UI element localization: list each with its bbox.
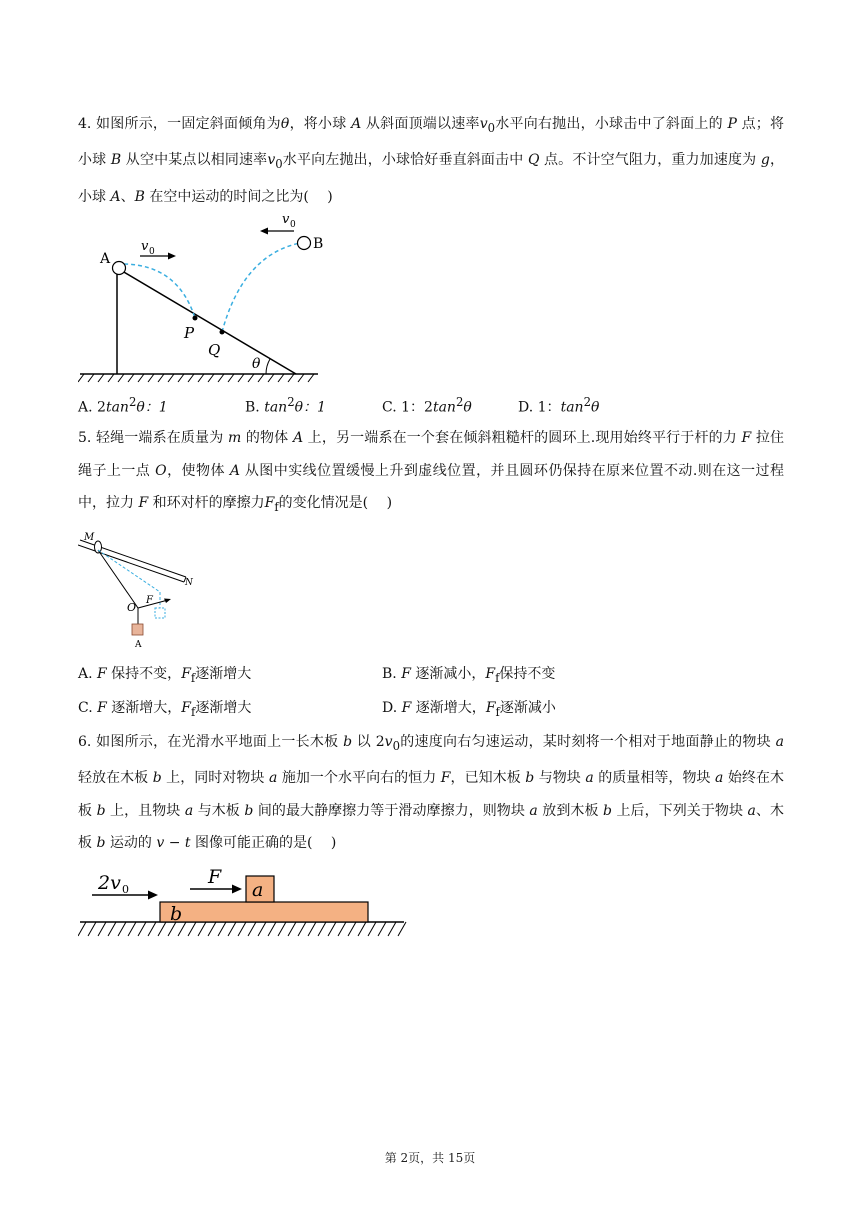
question-4-text: 4. 如图所示，一固定斜面倾角为θ，将小球 A 从斜面顶端以速率$v_0$水平向右抛出，小球击中了斜面上的 P 点；将小球 B 从空中某点以相同速率$v_0$水平向左抛出，小球恰好垂直斜面击中 Q 点。不计空气阻力，重力加速度为 g，小球 A、B 在空中运动的时间之比为( )	[78, 116, 785, 205]
label-M: M	[84, 532, 95, 543]
label-F: F	[208, 866, 222, 888]
label-ball-B: B	[313, 236, 324, 252]
label-v0-A: v	[141, 239, 149, 254]
label-ball-A: A	[100, 251, 111, 267]
label-a: a	[252, 879, 264, 901]
label-v0-B-sub: 0	[290, 220, 296, 230]
q4-option-c[interactable]: C. 1：$2\tan^2\theta$	[382, 395, 472, 416]
label-point-Q: Q	[208, 341, 221, 359]
q5-option-b[interactable]: B. F 逐渐减小，$F_f$保持不变	[382, 666, 556, 685]
q5-option-a[interactable]: A. F 保持不变，$F_f$逐渐增大	[78, 666, 252, 685]
q5-option-d[interactable]: D. F 逐渐增大，$F_f$逐渐减小	[382, 700, 556, 719]
figure-q5-rod	[78, 530, 203, 652]
page-footer: 第 2页，共 15页	[384, 1151, 476, 1165]
label-2v0: 2v	[98, 872, 121, 894]
q4-option-d[interactable]: D. 1：$\tan^2\theta$	[518, 395, 600, 416]
label-A: A	[135, 640, 142, 650]
label-F: F	[146, 595, 153, 606]
label-2v0-sub: 0	[122, 883, 129, 896]
label-b: b	[170, 903, 183, 925]
label-O: O	[127, 601, 137, 614]
q4-option-b[interactable]: B. $\tan^2\theta$：1	[245, 395, 326, 416]
q4-option-a[interactable]: A. $2\tan^2\theta$：1	[78, 395, 168, 416]
label-theta: θ	[252, 356, 261, 372]
label-point-P: P	[184, 324, 195, 342]
label-v0-B: v	[282, 212, 290, 227]
question-5-text: 5. 轻绳一端系在质量为 m 的物体 A 上，另一端系在一个套在倾斜粗糙杆的圆环上.现用始终平行于杆的力 F 拉住绳子上一点 O，使物体 A 从图中实线位置缓慢上升到虚线位置，并且圆环仍保持在原来位置不动.则在这一过程中，拉力 F 和环对杆的摩擦力$F_f$的变化情况是( )	[78, 430, 785, 514]
label-v0-A-sub: 0	[149, 247, 155, 257]
question-6-text: 6. 如图所示，在光滑水平地面上一长木板 b 以 $2v_0$的速度向右匀速运动，某时刻将一个相对于地面静止的物块 a 轻放在木板 b 上，同时对物块 a 施加一个水平向右的恒力 F，已知木板 b 与物块 a 的质量相等，物块 a 始终在木板 b 上，且物块 a 与木板 b 间的最大静摩擦力等于滑动摩擦力，则物块 a 放到木板 b 上后，下列关于物块 a、木板 b 运动的 v − t 图像可能正确的是( )	[78, 734, 785, 852]
q5-option-c[interactable]: C. F 逐渐增大，$F_f$逐渐增大	[78, 700, 252, 719]
figure-q6-board	[78, 862, 408, 944]
label-N: N	[185, 578, 193, 588]
figure-q4-incline	[78, 205, 328, 385]
